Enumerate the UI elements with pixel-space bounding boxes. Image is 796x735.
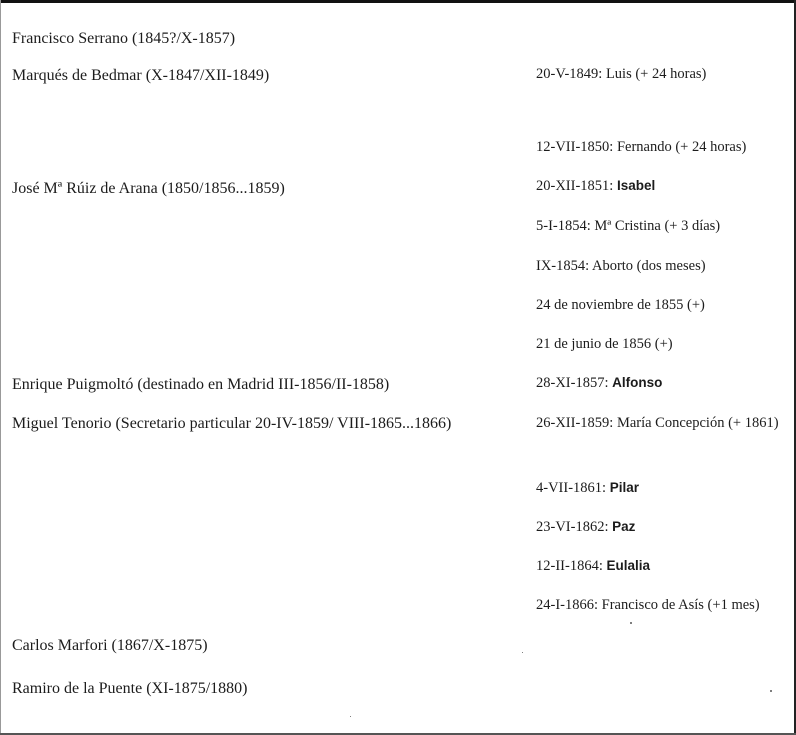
entry-bold-name: Paz xyxy=(612,519,636,534)
entry-text: 24-I-1866: Francisco de Asís (+1 mes) xyxy=(536,597,760,613)
entry-text: 12-VII-1850: Fernando (+ 24 horas) xyxy=(536,139,747,155)
scan-speck xyxy=(350,716,351,717)
right-entry-pilar xyxy=(536,478,639,498)
left-entry-tenorio: Miguel Tenorio (Secretario particular 20-IV-1859/ VIII-1865...1866) xyxy=(12,415,452,432)
right-entry-nov-1855 xyxy=(536,295,705,315)
left-entry-puente: Ramiro de la Puente (XI-1875/1880) xyxy=(12,680,248,697)
entry-text: 24 de noviembre de 1855 (+) xyxy=(536,297,705,313)
left-entry-puigmolto: Enrique Puigmoltó (destinado en Madrid III-1856/II-1858) xyxy=(12,376,390,393)
right-entry-concepcion xyxy=(536,413,786,433)
left-entry-serrano: Francisco Serrano (1845?/X-1857) xyxy=(12,30,236,47)
entry-text: 12-II-1864: xyxy=(536,558,607,574)
right-entry-aborto xyxy=(536,256,706,276)
right-entry-alfonso xyxy=(536,373,662,393)
entry-bold-name: Alfonso xyxy=(612,375,663,390)
right-entry-luis xyxy=(536,64,706,84)
scan-speck xyxy=(522,652,523,653)
scan-speck xyxy=(630,622,632,624)
right-entry-eulalia xyxy=(536,556,650,576)
left-entry-marfori: Carlos Marfori (1867/X-1875) xyxy=(12,637,208,654)
right-entry-isabel xyxy=(536,176,655,196)
right-entry-jun-1856 xyxy=(536,334,673,354)
right-entry-paz xyxy=(536,517,635,537)
entry-text: 28-XI-1857: xyxy=(536,375,613,391)
scan-speck xyxy=(770,690,772,692)
entry-bold-name: Pilar xyxy=(609,480,639,495)
entry-text: 4-VII-1861: xyxy=(536,480,610,496)
entry-text: 23-VI-1862: xyxy=(536,519,613,535)
entry-text: IX-1854: Aborto (dos meses) xyxy=(536,258,706,274)
entry-bold-name: Isabel xyxy=(616,178,656,193)
entry-text: 21 de junio de 1856 (+) xyxy=(536,336,673,352)
page-top-edge xyxy=(0,0,796,3)
entry-text: 26-XII-1859: María Concepción (+ 1861) xyxy=(536,415,779,431)
entry-text: 20-XII-1851: xyxy=(536,178,617,194)
page-left-edge xyxy=(0,0,1,735)
entry-bold-name: Eulalia xyxy=(606,558,650,573)
entry-text: 5-I-1854: Mª Cristina (+ 3 días) xyxy=(536,218,721,234)
right-entry-cristina xyxy=(536,216,720,236)
right-entry-francisco-asis xyxy=(536,595,760,615)
entry-text: 20-V-1849: Luis (+ 24 horas) xyxy=(536,66,707,82)
left-entry-ruiz-de-arana: José Mª Rúiz de Arana (1850/1856...1859) xyxy=(12,180,285,197)
left-entry-bedmar: Marqués de Bedmar (X-1847/XII-1849) xyxy=(12,67,270,84)
right-entry-fernando xyxy=(536,137,746,157)
